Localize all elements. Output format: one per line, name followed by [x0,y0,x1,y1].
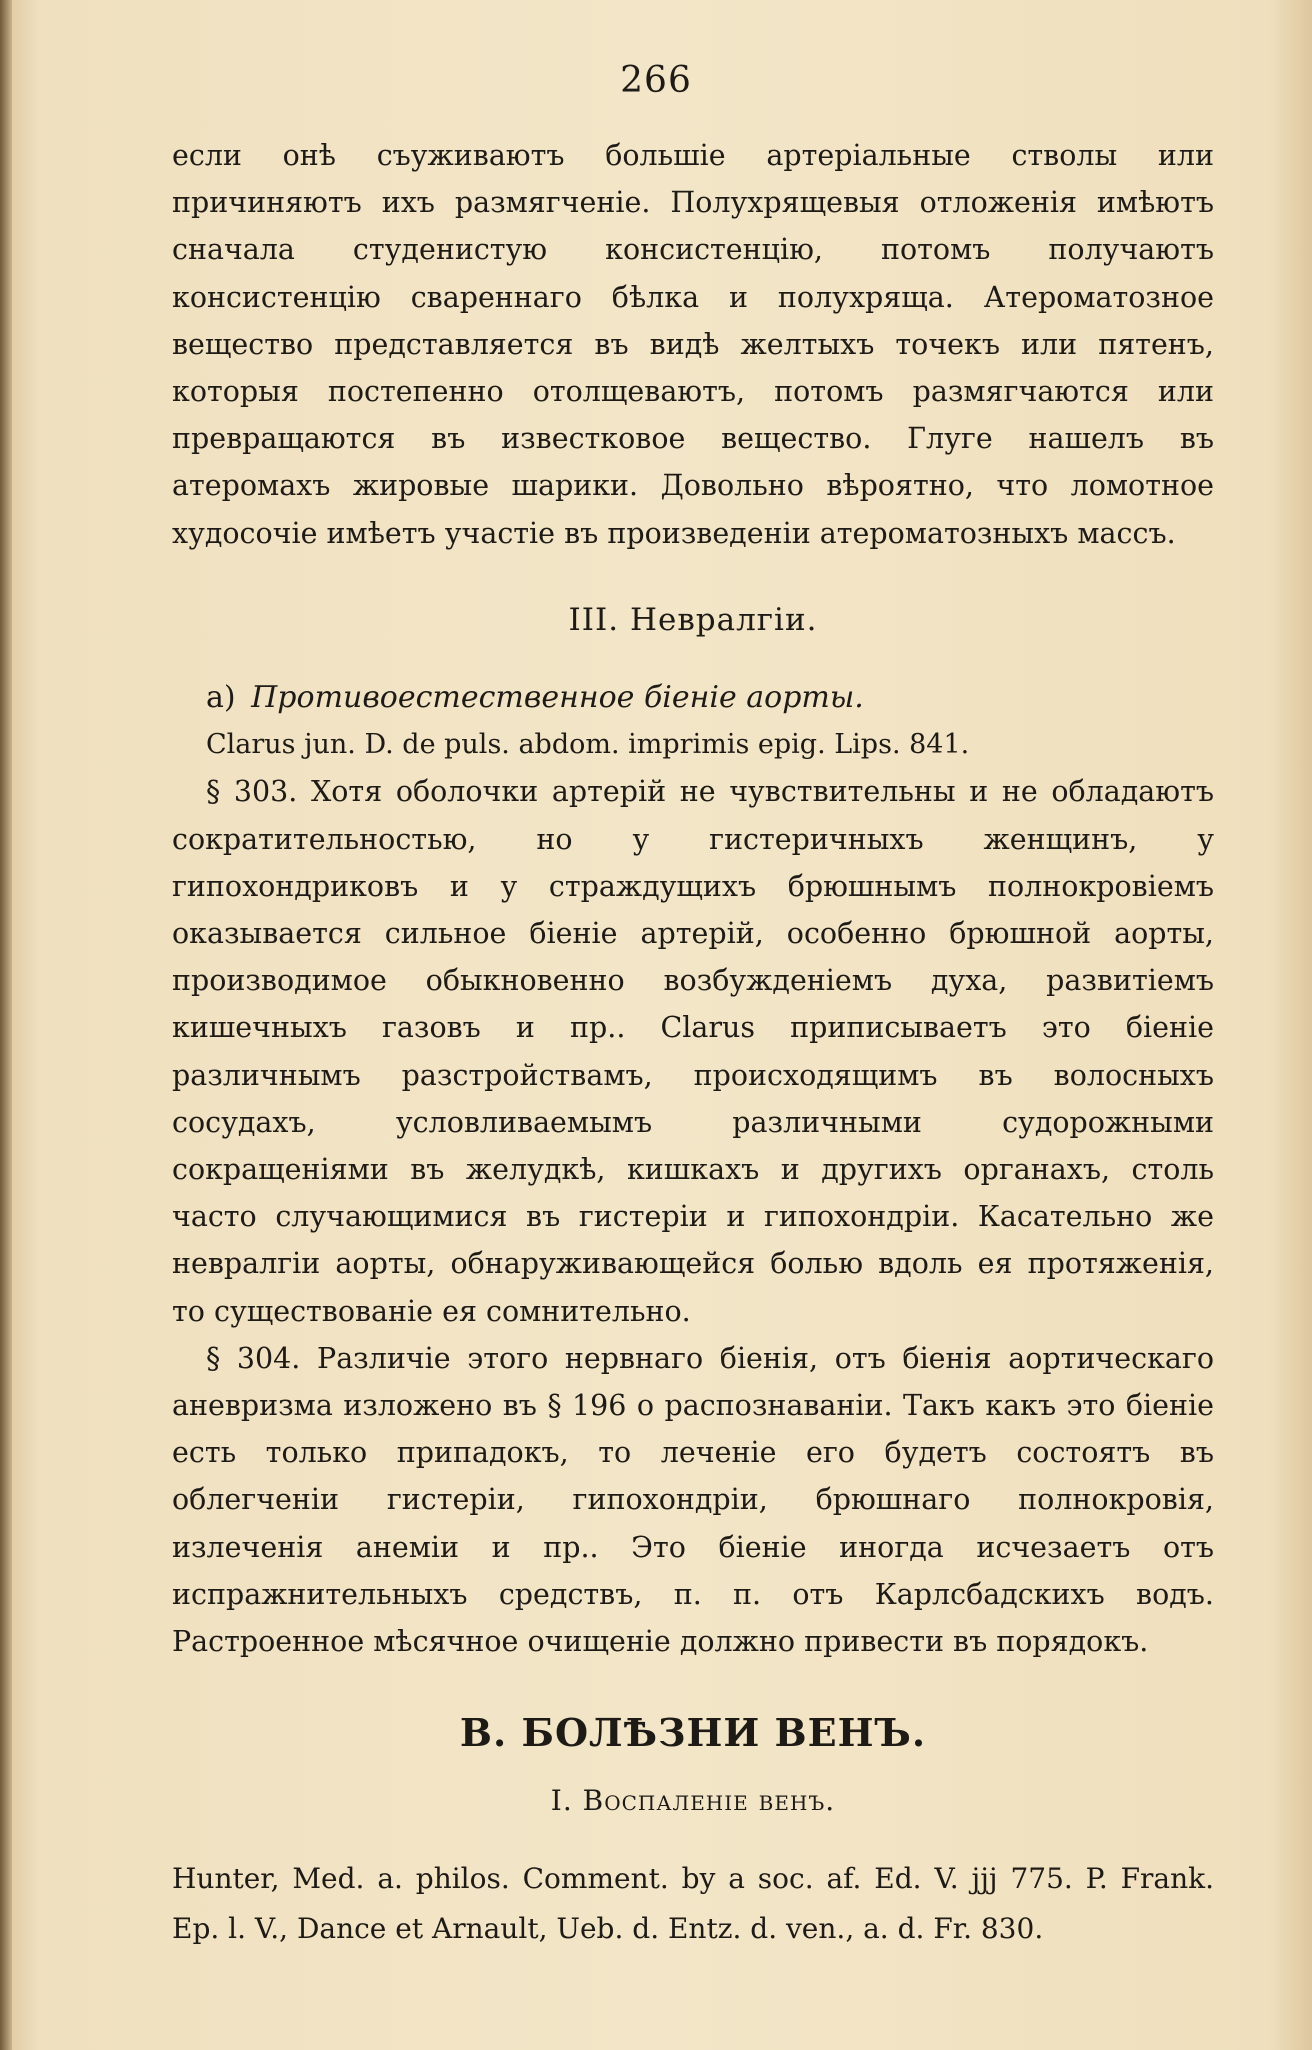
section-304 [172,1335,1214,1665]
page-binding-edge [0,0,12,2050]
section-number-303: § 303. [206,775,298,809]
section-text-303: Хотя оболочки артерій не чувствительны и не обладаютъ сократительностью, но у гистеричныхъ женщинъ, у гипохондриковъ и у страждущихъ брюшнымъ полнокровіемъ оказывается сильное біеніе артерій, особенно брюшной аорты, производимое обыкновенно возбужденіемъ духа, развитіемъ кишечныхъ газовъ и пр.. Clarus приписываетъ это біеніе различнымъ разстройствамъ, происходящимъ въ волосныхъ сосудахъ, условливаемымъ различными судорожными сокращеніями въ желудкѣ, кишкахъ и другихъ органахъ, столь часто случающимися въ гистеріи и гипохондріи. Касательно же невралгіи аорты, обнаруживающейся болью вдоль ея протяженія, то существованіе ея сомнительно. [172,775,1214,1328]
section-303 [172,768,1214,1334]
subheading-title: Противоестественное біеніе аорты. [251,680,864,716]
chapter-title-veins: В. БОЛѢЗНИ ВЕНЪ. [459,1710,927,1756]
references: Hunter, Med. a. philos. Comment. by a soc. af. Ed. V. jjj 775. P. Frank. Ep. l. V., Dance et Arnault, Ueb. d. Entz. d. ven., a. d. Fr. 830. [172,1861,1214,1945]
source-citation-clarus: Clarus jun. D. de puls. abdom. imprimis epig. Lips. 841. [206,729,970,761]
subheading-label: а) [206,680,236,716]
page-body [172,132,1214,1954]
section-text-304: Различіе этого нервнаго біенія, отъ біенія аортическаго аневризма изложено въ § 196 о распознаваніи. Такъ какъ это біеніе есть только припадокъ, то леченіе его будетъ состоятъ въ облегченіи гистеріи, гипохондріи, брюшнаго полнокровія, излеченія анеміи и пр.. Это біеніе иногда исчезаетъ отъ испражнительныхъ средствъ, п. п. отъ Карлсбадскихъ водъ. Растроенное мѣсячное очищеніе должно привести въ порядокъ. [172,1341,1215,1659]
paragraph-intro: если онѣ съуживаютъ большіе артеріальные стволы или причиняютъ ихъ размягченіе. Полухрящевыя отложенія имѣютъ сначала студенистую консистенцію, потомъ получаютъ консистенцію свареннаго бѣлка и полухряща. Атероматозное вещество представляется въ видѣ желтыхъ точекъ или пятенъ, которыя постепенно отолщеваютъ, потомъ размягчаются или превращаются въ известковое вещество. Глуге нашелъ въ атеромахъ жировые шарики. Довольно вѣроятно, что ломотное худосочіе имѣетъ участіе въ произведеніи атероматозныхъ массъ. [172,139,1214,550]
subtitle-inflammation: I. Воспаленіе венъ. [550,1783,836,1817]
page-number: 266 [620,60,692,101]
heading-neuralgia: III. Невралгіи. [568,601,818,638]
subheading-aorta [206,674,1214,721]
section-number-304: § 304. [206,1341,301,1375]
